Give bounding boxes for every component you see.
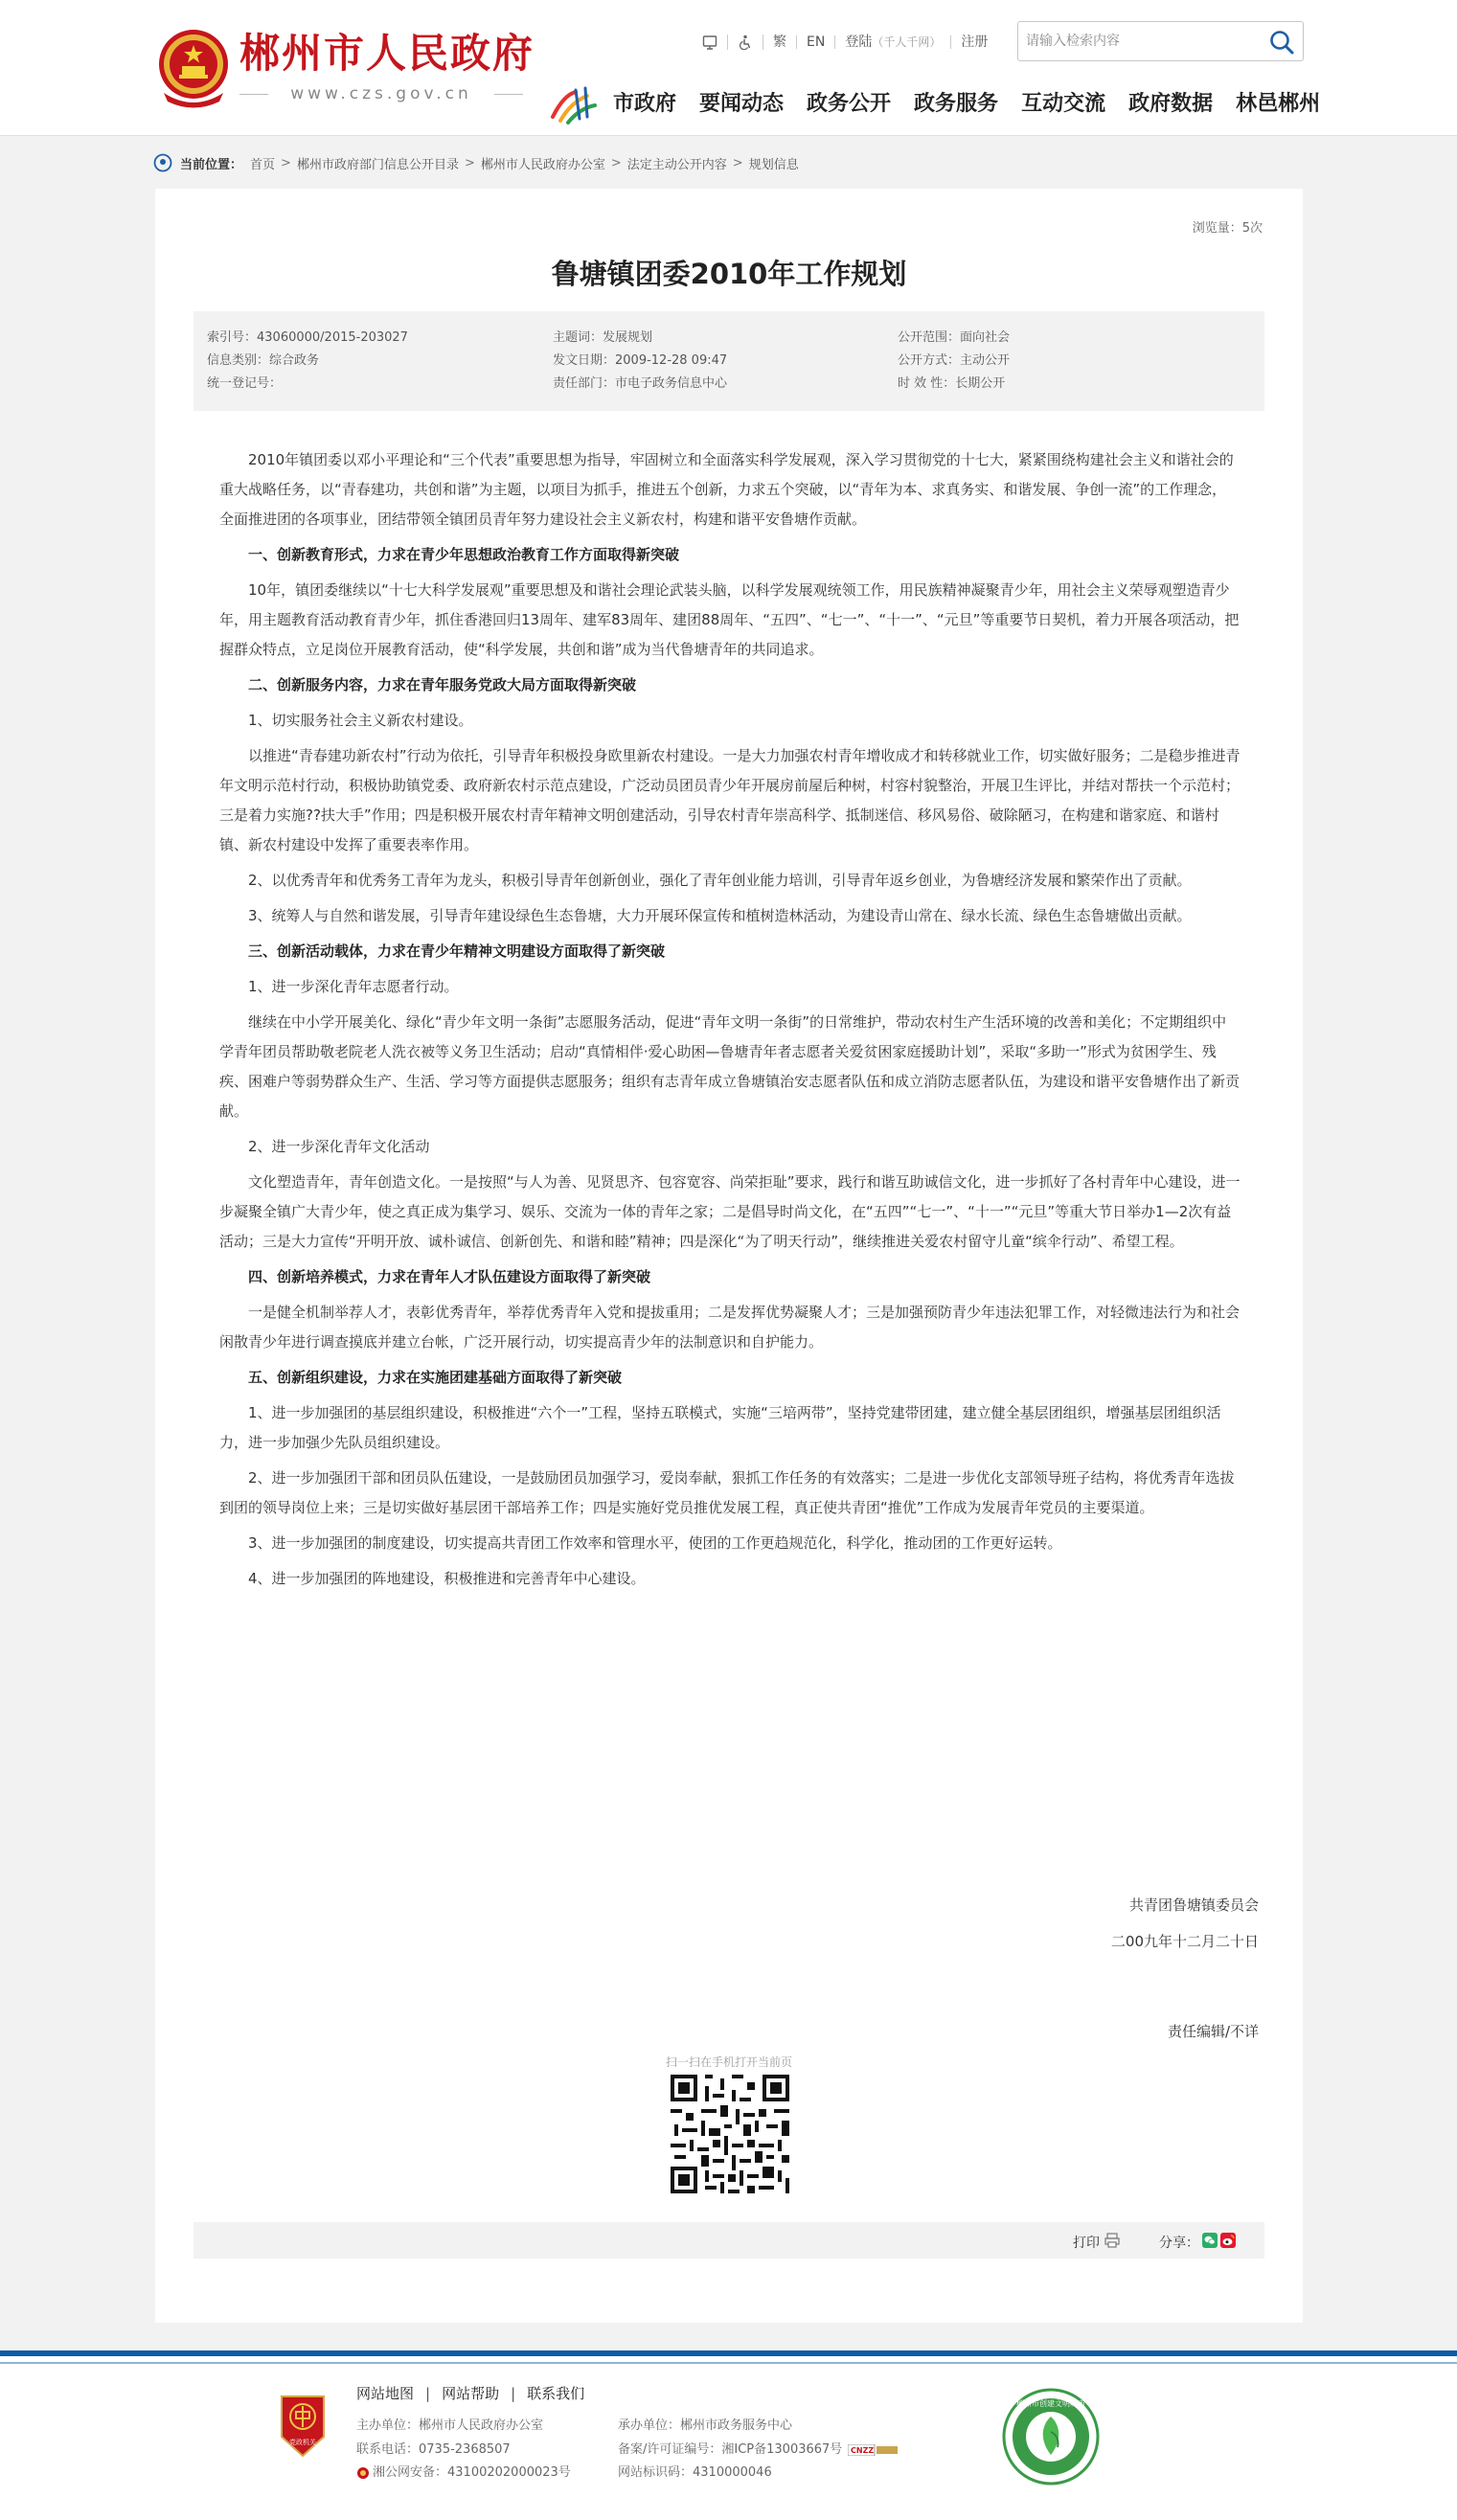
city-logo-icon [549, 84, 599, 125]
badge-text: 党政机关 [289, 2439, 316, 2446]
footer-police-text[interactable]: 湘公网安备：43100202000023号 [373, 2465, 571, 2480]
article-paragraph: 4、进一步加强团的阵地建设，积极推进和完善青年中心建设。 [248, 1570, 646, 1587]
signature-org: 共青团鲁塘镇委员会 [1128, 1896, 1259, 1914]
meta-method: 公开方式：主动公开 [898, 353, 1011, 368]
login-sub-label: （千人千网） [872, 35, 942, 49]
register-link[interactable]: 注册 [961, 34, 989, 50]
breadcrumb-planning[interactable]: 规划信息 [748, 157, 799, 172]
breadcrumb-separator: > [281, 155, 291, 170]
nav-government-affairs[interactable]: 政务公开 [807, 92, 892, 116]
section-heading: 五、创新组织建设，力求在实施团建基础方面取得了新突破 [248, 1369, 623, 1386]
cnzz-icon[interactable] [848, 2444, 898, 2456]
nav-city-government[interactable]: 市政府 [613, 92, 677, 116]
footer-site-code: 网站标识码：4310000046 [618, 2465, 772, 2480]
breadcrumb-separator: > [732, 155, 743, 170]
site-header [0, 0, 1457, 136]
print-icon[interactable] [1104, 2232, 1121, 2249]
signature-date: 二00九年十二月二十日 [1110, 1933, 1259, 1950]
article-container [155, 189, 1303, 2323]
article-paragraph: 3、进一步加强团的制度建设，切实提高共青团工作效率和管理水平，使团的工作更趋规范化，科学化，推动团的工作更好运转。 [248, 1534, 1062, 1552]
footer-host: 主办单位：郴州市人民政府办公室 [356, 2418, 544, 2433]
breadcrumb-statutory[interactable]: 法定主动公开内容 [626, 157, 727, 172]
breadcrumb [153, 153, 799, 172]
qr-label: 扫一扫在手机打开当前页 [665, 2055, 792, 2069]
location-pin-icon [153, 153, 172, 172]
civilized-city-badge-icon[interactable] [1002, 2388, 1100, 2486]
footer-link-help[interactable]: 网站帮助 [442, 2385, 500, 2402]
top-toolbar [693, 32, 997, 53]
accessibility-icon [738, 34, 753, 50]
section-heading: 三、创新活动载体，力求在青少年精神文明建设方面取得了新突破 [248, 942, 666, 960]
accessibility-button[interactable] [728, 34, 763, 50]
article-paragraph: 1、切实服务社会主义新农村建设。 [248, 712, 473, 729]
nav-linyi-chenzhou[interactable]: 林邑郴州 [1236, 92, 1321, 116]
article-paragraph: 3、统筹人与自然和谐发展，引导青年建设绿色生态鲁塘，大力开展环保宣传和植树造林活动，为建设青山常在、绿水长流、绿色生态鲁塘做出贡献。 [248, 907, 1192, 924]
footer-link-separator: | [425, 2384, 431, 2402]
civil-badge-text: 郴州市创建文明城市 [1016, 2399, 1085, 2408]
meta-topic: 主题词：发展规划 [553, 330, 653, 345]
footer-link-contact[interactable]: 联系我们 [527, 2385, 585, 2402]
article-title: 鲁塘镇团委2010年工作规划 [551, 258, 907, 290]
print-button[interactable]: 打印 [1073, 2236, 1100, 2251]
footer-link-sitemap[interactable]: 网站地图 [356, 2385, 415, 2402]
login-link[interactable] [835, 35, 951, 49]
breadcrumb-separator: > [610, 155, 622, 170]
national-emblem-icon[interactable] [156, 26, 231, 108]
footer-icp [618, 2442, 898, 2458]
section-heading: 四、创新培养模式，力求在青年人才队伍建设方面取得了新突破 [248, 1268, 651, 1285]
site-domain: www.czs.gov.cn [239, 84, 523, 103]
nav-government-data[interactable]: 政府数据 [1128, 92, 1214, 116]
search-input[interactable] [1026, 30, 1256, 53]
search-icon[interactable] [1268, 29, 1295, 56]
svg-text:CNZZ: CNZZ [851, 2446, 875, 2455]
login-label: 登陆 [845, 34, 873, 50]
article-paragraph: 以推进“青春建功新农村”行动为依托，引导青年积极投身欧里新农村建设。一是大力加强农村青年增收成才和转移就业工作，切实做好服务；二是稳步推进青年文明示范村行动，积极协助镇党委、政府新农村示范点建设，广泛动员团员青少年开展房前屋后种树，村容村貌整治，开展卫生评比，并结对帮扶一个示范村；三是着力实施??扶大手”作用；四是积极开展农村青年精神文明创建活动，引导农村青年崇高科学、抵制迷信、移风易俗、破除陋习，在构建和谐家庭、和谐村镇、新农村建设中发挥了重要表率作用。 [219, 747, 1241, 853]
site-footer [0, 2350, 1457, 2520]
traditional-chinese-link[interactable]: 繁 [763, 35, 797, 49]
footer-divider [0, 2362, 1457, 2364]
article-paragraph: 2、进一步深化青年文化活动 [248, 1138, 430, 1155]
section-heading: 一、创新教育形式，力求在青少年思想政治教育工作方面取得新突破 [248, 546, 680, 563]
article-paragraph: 文化塑造青年，青年创造文化。一是按照“与人为善、见贤思齐、包容宽容、尚荣拒耻”要求，践行和谐互助诚信文化，进一步抓好了各村青年中心建设，进一步凝聚全镇广大青少年，使之真正成为集学习、娱乐、交流为一体的青年之家；二是倡导时尚文化，在“五四”“七一”、“十一”“元旦”等重大节日举办1—2次有益活动；三是大力宣传“开明开放、诚朴诚信、创新创先、和谐和睦”精神；四是深化“为了明天行动”，继续推进关爱农村留守儿童“缤伞行动”、希望工程。 [219, 1173, 1241, 1250]
article-body [219, 445, 1241, 1600]
weibo-icon[interactable] [1220, 2233, 1236, 2248]
breadcrumb-label: 当前位置： [180, 157, 243, 172]
elderly-mode-button[interactable] [693, 34, 728, 50]
article-paragraph: 一是健全机制举荐人才，表彰优秀青年，举荐优秀青年入党和提拔重用；二是发挥优势凝聚人才；三是加强预防青少年违法犯罪工作，对轻微违法行为和社会闲散青少年进行调查摸底并建立台帐，广泛开展行动，切实提高青少年的法制意识和自护能力。 [219, 1304, 1241, 1351]
article-paragraph: 1、进一步深化青年志愿者行动。 [248, 978, 459, 995]
nav-government-services[interactable]: 政务服务 [914, 92, 999, 116]
article-meta [194, 311, 1264, 411]
article-paragraph: 2、以优秀青年和优秀务工青年为龙头，积极引导青年创新创业，强化了青年创业能力培训，引导青年返乡创业，为鲁塘经济发展和繁荣作出了贡献。 [248, 872, 1192, 889]
party-government-badge-icon[interactable] [278, 2393, 328, 2460]
meta-dept: 责任部门：市电子政务信息中心 [553, 376, 728, 391]
share-label: 分享： [1159, 2236, 1199, 2251]
footer-icp-text[interactable]: 备案/许可证编号：湘ICP备13003667号 [618, 2442, 843, 2457]
footer-links [356, 2383, 584, 2403]
breadcrumb-directory[interactable]: 郴州市政府部门信息公开目录 [296, 157, 459, 172]
meta-reg-no: 统一登记号： [207, 376, 283, 391]
meta-category: 信息类别：综合政务 [207, 353, 320, 368]
section-heading: 二、创新服务内容，力求在青年服务党政大局方面取得新突破 [248, 676, 637, 693]
footer-link-separator: | [511, 2384, 516, 2402]
meta-index: 索引号：43060000/2015-203027 [207, 330, 408, 345]
site-title[interactable]: 郴州市人民政府 [239, 30, 535, 77]
search-box [1017, 21, 1304, 61]
meta-scope: 公开范围：面向社会 [898, 330, 1011, 345]
footer-phone: 联系电话：0735-2368507 [356, 2442, 511, 2457]
meta-date: 发文日期：2009-12-28 09:47 [553, 353, 728, 368]
share-bar [194, 2222, 1264, 2259]
breadcrumb-home[interactable]: 首页 [250, 157, 276, 172]
english-link[interactable]: EN [797, 35, 835, 49]
article-paragraph: 继续在中小学开展美化、绿化“青少年文明一条街”志愿服务活动，促进“青年文明一条街”的日常维护，带动农村生产生活环境的改善和美化；不定期组织中学青年团员帮助敬老院老人洗衣被等义务卫生活动；启动“真情相伴·爱心助困—鲁塘青年者志愿者关爱贫困家庭援助计划”，采取“多助一”形式为贫困学生、残疾、困难户等弱势群众生产、生活、学习等方面提供志愿服务；组织有志青年成立鲁塘镇治安志愿者队伍和成立消防志愿者队伍，为建设和谐平安鲁塘作出了新贡献。 [219, 1013, 1241, 1120]
article-paragraph: 2010年镇团委以邓小平理论和“三个代表”重要思想为指导，牢固树立和全面落实科学发展观，深入学习贯彻党的十七大，紧紧围绕构建社会主义和谐社会的重大战略任务，以“青春建功，共创和谐”为主题，以项目为抓手，推进五个创新，力求五个突破，以“青年为本、求真务实、和谐发展、争创一流”的工作理念，全面推进团的各项事业，团结带领全镇团员青年努力建设社会主义新农村，构建和谐平安鲁塘作贡献。 [219, 451, 1234, 528]
wechat-icon[interactable] [1202, 2233, 1218, 2248]
qr-code-icon [667, 2071, 793, 2197]
main-nav [613, 90, 1320, 119]
responsible-editor: 责任编辑/不详 [1167, 2023, 1259, 2040]
meta-validity: 时 效 性：长期公开 [898, 376, 1006, 391]
police-badge-icon [356, 2466, 370, 2480]
nav-interaction[interactable]: 互动交流 [1021, 92, 1106, 116]
elderly-mode-icon [702, 34, 717, 50]
footer-undertaker: 承办单位：郴州市政务服务中心 [618, 2418, 793, 2433]
nav-news[interactable]: 要闻动态 [699, 92, 785, 116]
breadcrumb-office[interactable]: 郴州市人民政府办公室 [480, 157, 605, 172]
view-count: 浏览量：5次 [1192, 221, 1263, 236]
footer-police [356, 2465, 571, 2481]
article-paragraph: 2、进一步加强团干部和团员队伍建设，一是鼓励团员加强学习，爱岗奉献，狠抓工作任务的有效落实；二是进一步优化支部领导班子结构，将优秀青年选拔到团的领导岗位上来；三是切实做好基层团干部培养工作；四是实施好党员推优发展工程，真正使共青团“推优”工作成为发展青年党员的主要渠道。 [219, 1469, 1235, 1516]
article-paragraph: 10年，镇团委继续以“十七大科学发展观”重要思想及和谐社会理论武装头脑，以科学发展观统领工作，用民族精神凝聚青少年，用社会主义荣辱观塑造青少年，用主题教育活动教育青少年，抓住香港回归13周年、建军83周年、建团88周年、“五四”、“七一”、“十一”、“元旦”等重要节日契机，着力开展各项活动，把握群众特点，立足岗位开展教育活动，使“科学发展，共创和谐”成为当代鲁塘青年的共同追求。 [219, 581, 1240, 658]
article-paragraph: 1、进一步加强团的基层组织建设，积极推进“六个一”工程，坚持五联模式，实施“三培两带”，坚持党建带团建，建立健全基层团组织，增强基层团组织活力，进一步加强少先队员组织建设。 [219, 1404, 1221, 1451]
breadcrumb-separator: > [464, 155, 475, 170]
